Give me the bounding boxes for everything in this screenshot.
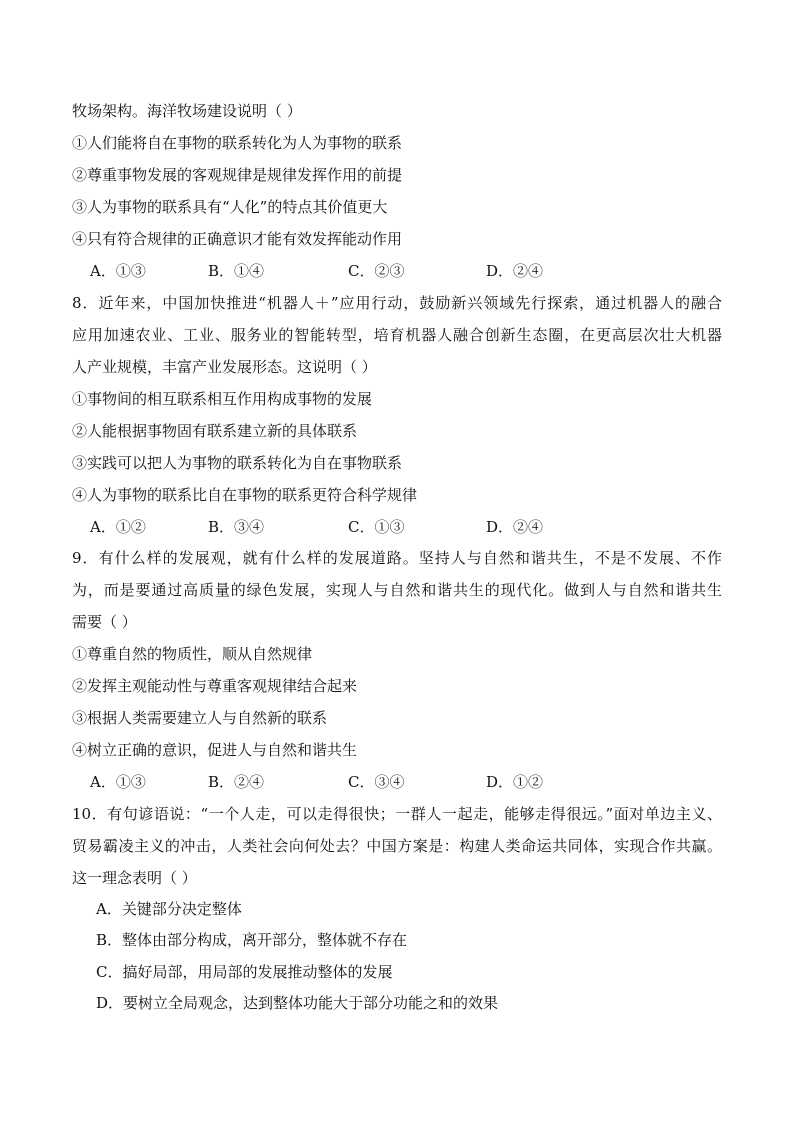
q9-stem-line-1: 9．有什么样的发展观，就有什么样的发展道路。坚持人与自然和谐共生，不是不发展、不作 (72, 549, 722, 567)
q9-option-d[interactable]: D．①② (486, 773, 544, 791)
q9-item-3: ③根据人类需要建立人与自然新的联系 (72, 709, 328, 727)
q7-item-3: ③人为事物的联系具有“人化”的特点其价值更大 (72, 198, 388, 216)
q8-option-b[interactable]: B．③④ (208, 518, 265, 536)
q8-item-2: ②人能根据事物固有联系建立新的具体联系 (72, 422, 358, 440)
q10-option-c[interactable]: C．搞好局部，用局部的发展推动整体的发展 (96, 963, 393, 981)
q9-option-a[interactable]: A．①③ (90, 773, 146, 791)
q8-option-a[interactable]: A．①② (90, 518, 146, 536)
q8-stem-line-1: 8．近年来，中国加快推进“机器人＋”应用行动，鼓励新兴领域先行探索，通过机器人的融合 (72, 294, 722, 312)
q8-stem-line-2: 应用加速农业、工业、服务业的智能转型，培育机器人融合创新生态圈，在更高层次壮大机器 (72, 326, 722, 344)
q7-item-2: ②尊重事物发展的客观规律是规律发挥作用的前提 (72, 166, 403, 184)
q10-option-b[interactable]: B．整体由部分构成，离开部分，整体就不存在 (96, 931, 408, 949)
q9-option-c[interactable]: C．③④ (348, 773, 405, 791)
q7-stem-tail: 牧场架构。海洋牧场建设说明（ ） (72, 102, 302, 120)
q9-item-4: ④树立正确的意识，促进人与自然和谐共生 (72, 741, 358, 759)
q10-option-d[interactable]: D．要树立全局观念，达到整体功能大于部分功能之和的效果 (96, 994, 499, 1012)
q10-stem-line-3: 这一理念表明（ ） (72, 869, 197, 887)
q7-option-b[interactable]: B．①④ (208, 262, 265, 280)
q9-stem-line-3: 需要（ ） (72, 613, 137, 631)
q10-stem-line-2: 贸易霸凌主义的冲击，人类社会向何处去？中国方案是：构建人类命运共同体，实现合作共赢。 (72, 837, 722, 855)
q7-option-d[interactable]: D．②④ (486, 262, 544, 280)
q9-item-2: ②发挥主观能动性与尊重客观规律结合起来 (72, 677, 358, 695)
q7-item-4: ④只有符合规律的正确意识才能有效发挥能动作用 (72, 230, 403, 248)
q8-option-c[interactable]: C．①③ (348, 518, 405, 536)
q9-item-1: ①尊重自然的物质性，顺从自然规律 (72, 645, 313, 663)
q8-stem-line-3: 人产业规模，丰富产业发展形态。这说明（ ） (72, 358, 377, 376)
q9-stem-line-2: 为，而是要通过高质量的绿色发展，实现人与自然和谐共生的现代化。做到人与自然和谐共生 (72, 581, 722, 599)
q8-option-d[interactable]: D．②④ (486, 518, 544, 536)
q7-option-a[interactable]: A．①③ (90, 262, 146, 280)
q7-option-c[interactable]: C．②③ (348, 262, 405, 280)
q8-item-4: ④人为事物的联系比自在事物的联系更符合科学规律 (72, 486, 418, 504)
q7-item-1: ①人们能将自在事物的联系转化为人为事物的联系 (72, 134, 403, 152)
q8-item-3: ③实践可以把人为事物的联系转化为自在事物联系 (72, 454, 403, 472)
q9-option-b[interactable]: B．②④ (208, 773, 265, 791)
q10-option-a[interactable]: A．关键部分决定整体 (96, 900, 242, 918)
q10-stem-line-1: 10．有句谚语说：“一个人走，可以走得很快；一群人一起走，能够走得很远。”面对单边主义、 (72, 805, 722, 823)
q8-item-1: ①事物间的相互联系相互作用构成事物的发展 (72, 390, 373, 408)
